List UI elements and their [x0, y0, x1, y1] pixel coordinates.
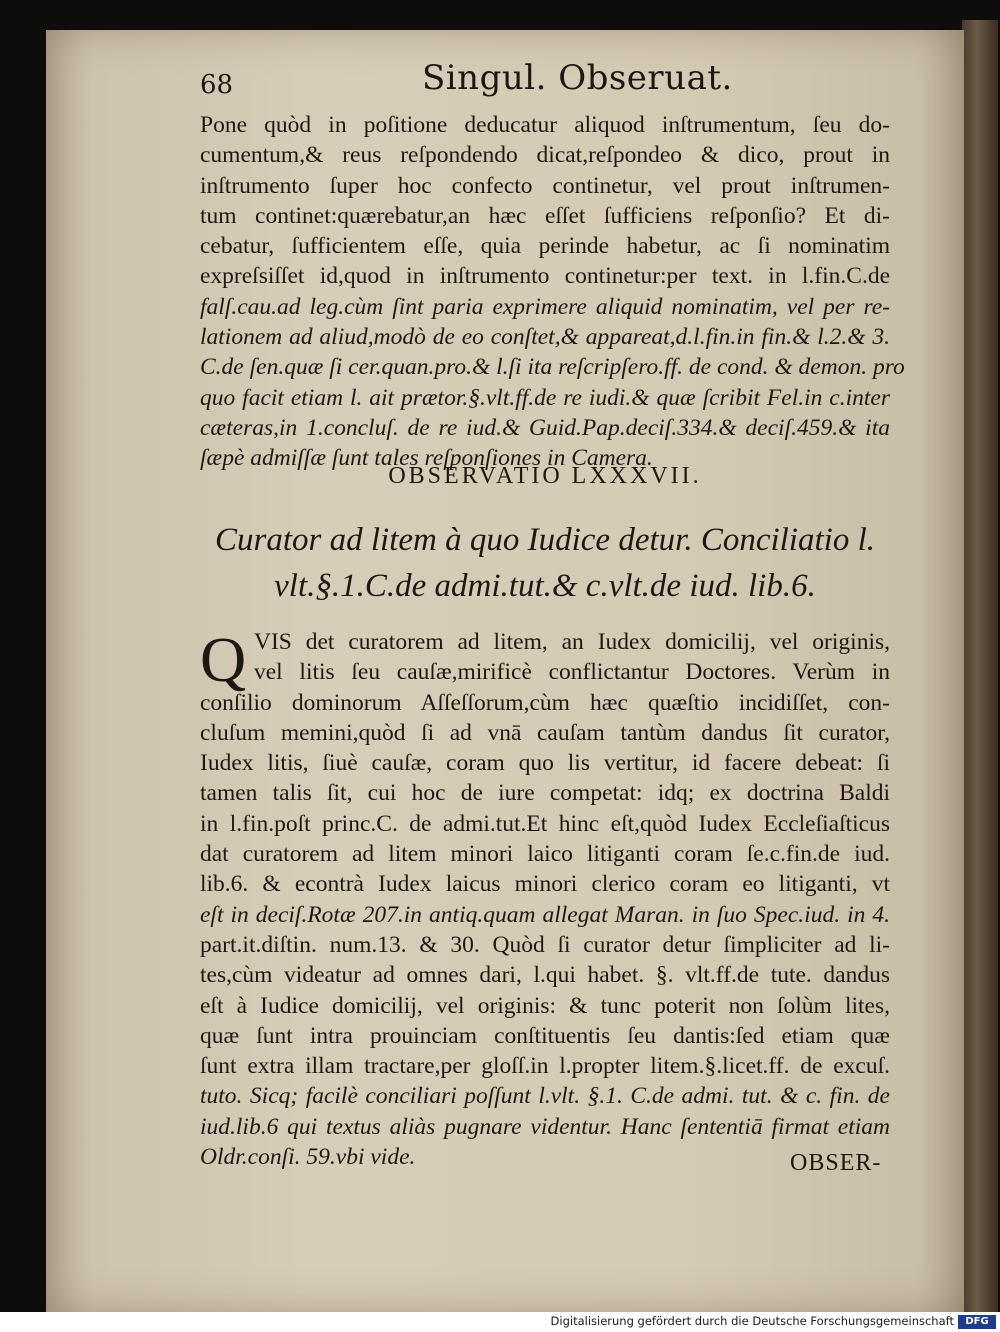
- citation-line: falſ.cau.ad leg.cùm ſint paria exprimere aliquid nominatim, vel per re-: [200, 293, 890, 320]
- citation-line: cæteras,in 1.concluſ. de re iud.& Guid.Pap.deciſ.334.& deciſ.459.& ita: [200, 414, 890, 441]
- text-line: expreſsiſſet id,quod in inſtrumento continetur:per text. in l.fin.C.de: [200, 263, 890, 290]
- text-line: cluſum memini,quòd ſi ad vnā cauſam tantùm dandus ſit curator,: [200, 719, 890, 746]
- text-line: part.it.diſtin. num.13. & 30. Quòd ſi curator detur ſimpliciter ad li-: [200, 931, 890, 958]
- digitization-footer: [0, 1312, 1000, 1332]
- funding-credit: Digitalisierung gefördert durch die Deutsche Forschungsgemeinschaft: [550, 1314, 954, 1328]
- text-line: quæ ſunt intra prouinciam conſtituentis ſeu dantis:ſed etiam quæ: [200, 1022, 890, 1049]
- text-line: cumentum,& reus reſpondendo dicat,reſpondeo & dico, prout in: [200, 142, 890, 169]
- page-header: [200, 52, 880, 102]
- text-line: tes,cùm videatur ad omnes dari, l.qui habet. §. vlt.ff.de tute. dandus: [200, 962, 890, 989]
- running-title: Singul. Obseruat.: [422, 58, 733, 98]
- section-subtitle: [200, 517, 890, 609]
- citation-line: Oldr.conſi. 59.vbi vide.: [200, 1144, 416, 1171]
- text-line: dat curatorem ad litem minori laico litiganti coram ſe.c.fin.de iud.: [200, 841, 890, 868]
- subtitle-line: Curator ad litem à quo Iudice detur. Conciliatio l.: [215, 522, 875, 558]
- drop-capital: Q: [200, 624, 247, 695]
- text-line: tum continet:quærebatur,an hæc eſſet ſufficiens reſponſio? Et di-: [200, 202, 890, 229]
- section-heading: OBSERVATIO LXXXVII.: [388, 463, 702, 489]
- catchword: OBSER-: [790, 1150, 882, 1176]
- citation-line: lationem ad aliud,modò de eo conſtet,& appareat,d.l.fin.in fin.& l.2.& 3.: [200, 324, 890, 351]
- citation-line: eſt in deciſ.Rotæ 207.in antiq.quam allegat Maran. in ſuo Spec.iud. in 4.: [200, 901, 890, 928]
- text-line: Iudex litis, ſiuè cauſæ, coram quo lis vertitur, id facere debeat: ſi: [200, 750, 890, 777]
- text-line: tamen talis ſit, cui hoc de iure competat: idq; ex doctrina Baldi: [200, 780, 890, 807]
- paragraph-1: [200, 110, 905, 474]
- text-line: cebatur, ſufficientem eſſe, quia perinde habetur, ac ſi nominatim: [200, 233, 890, 260]
- text-line: eſt à Iudice domicilij, vel originis: & tunc poterit non ſolùm lites,: [200, 992, 890, 1019]
- text-line: VIS det curatorem ad litem, an Iudex domicilij, vel originis,: [254, 629, 890, 655]
- citation-line: C.de ſen.quæ ſi cer.quan.pro.& l.ſi ita reſcripſero.ff. de cond. & demon. pro: [200, 354, 905, 381]
- page-number: 68: [200, 70, 234, 100]
- text-line: ſunt extra illam tractare,per gloſſ.in l.propter litem.§.licet.ff. de excuſ.: [200, 1053, 890, 1080]
- subtitle-line: vlt.§.1.C.de admi.tut.& c.vlt.de iud. lib.6.: [274, 568, 816, 604]
- paragraph-2: [200, 624, 890, 1172]
- citation-line: ſæpè admiſſæ ſunt tales reſponſiones in Camera.: [200, 445, 653, 472]
- text-line: Pone quòd in poſitione deducatur aliquod inſtrumentum, ſeu do-: [200, 112, 890, 138]
- citation-line: quo facit etiam l. ait prætor.§.vlt.ff.de re iudi.& quæ ſcribit Fel.in c.inter: [200, 384, 890, 411]
- text-line: in l.fin.poſt princ.C. de admi.tut.Et hinc eſt,quòd Iudex Eccleſiaſticus: [200, 810, 890, 837]
- citation-line: tuto. Sicq; facilè conciliari poſſunt l.vlt. §.1. C.de admi. tut. & c. fin. de: [200, 1083, 890, 1110]
- text-line: vel litis ſeu cauſæ,mirificè conflictantur Doctores. Verùm in: [254, 659, 890, 686]
- book-page-edge: [962, 20, 998, 1320]
- dfg-logo-icon: DFG: [958, 1315, 996, 1329]
- text-line: inſtrumento ſuper hoc confecto continetur, vel prout inſtrumen-: [200, 172, 890, 199]
- text-line: conſilio dominorum Aſſeſſorum,cùm hæc quæſtio incidiſſet, con-: [200, 689, 890, 716]
- citation-line: iud.lib.6 qui textus aliàs pugnare videntur. Hanc ſententiā firmat etiam: [200, 1113, 890, 1140]
- text-line: lib.6. & econtrà Iudex laicus minori clerico coram eo litiganti, vt: [200, 871, 890, 898]
